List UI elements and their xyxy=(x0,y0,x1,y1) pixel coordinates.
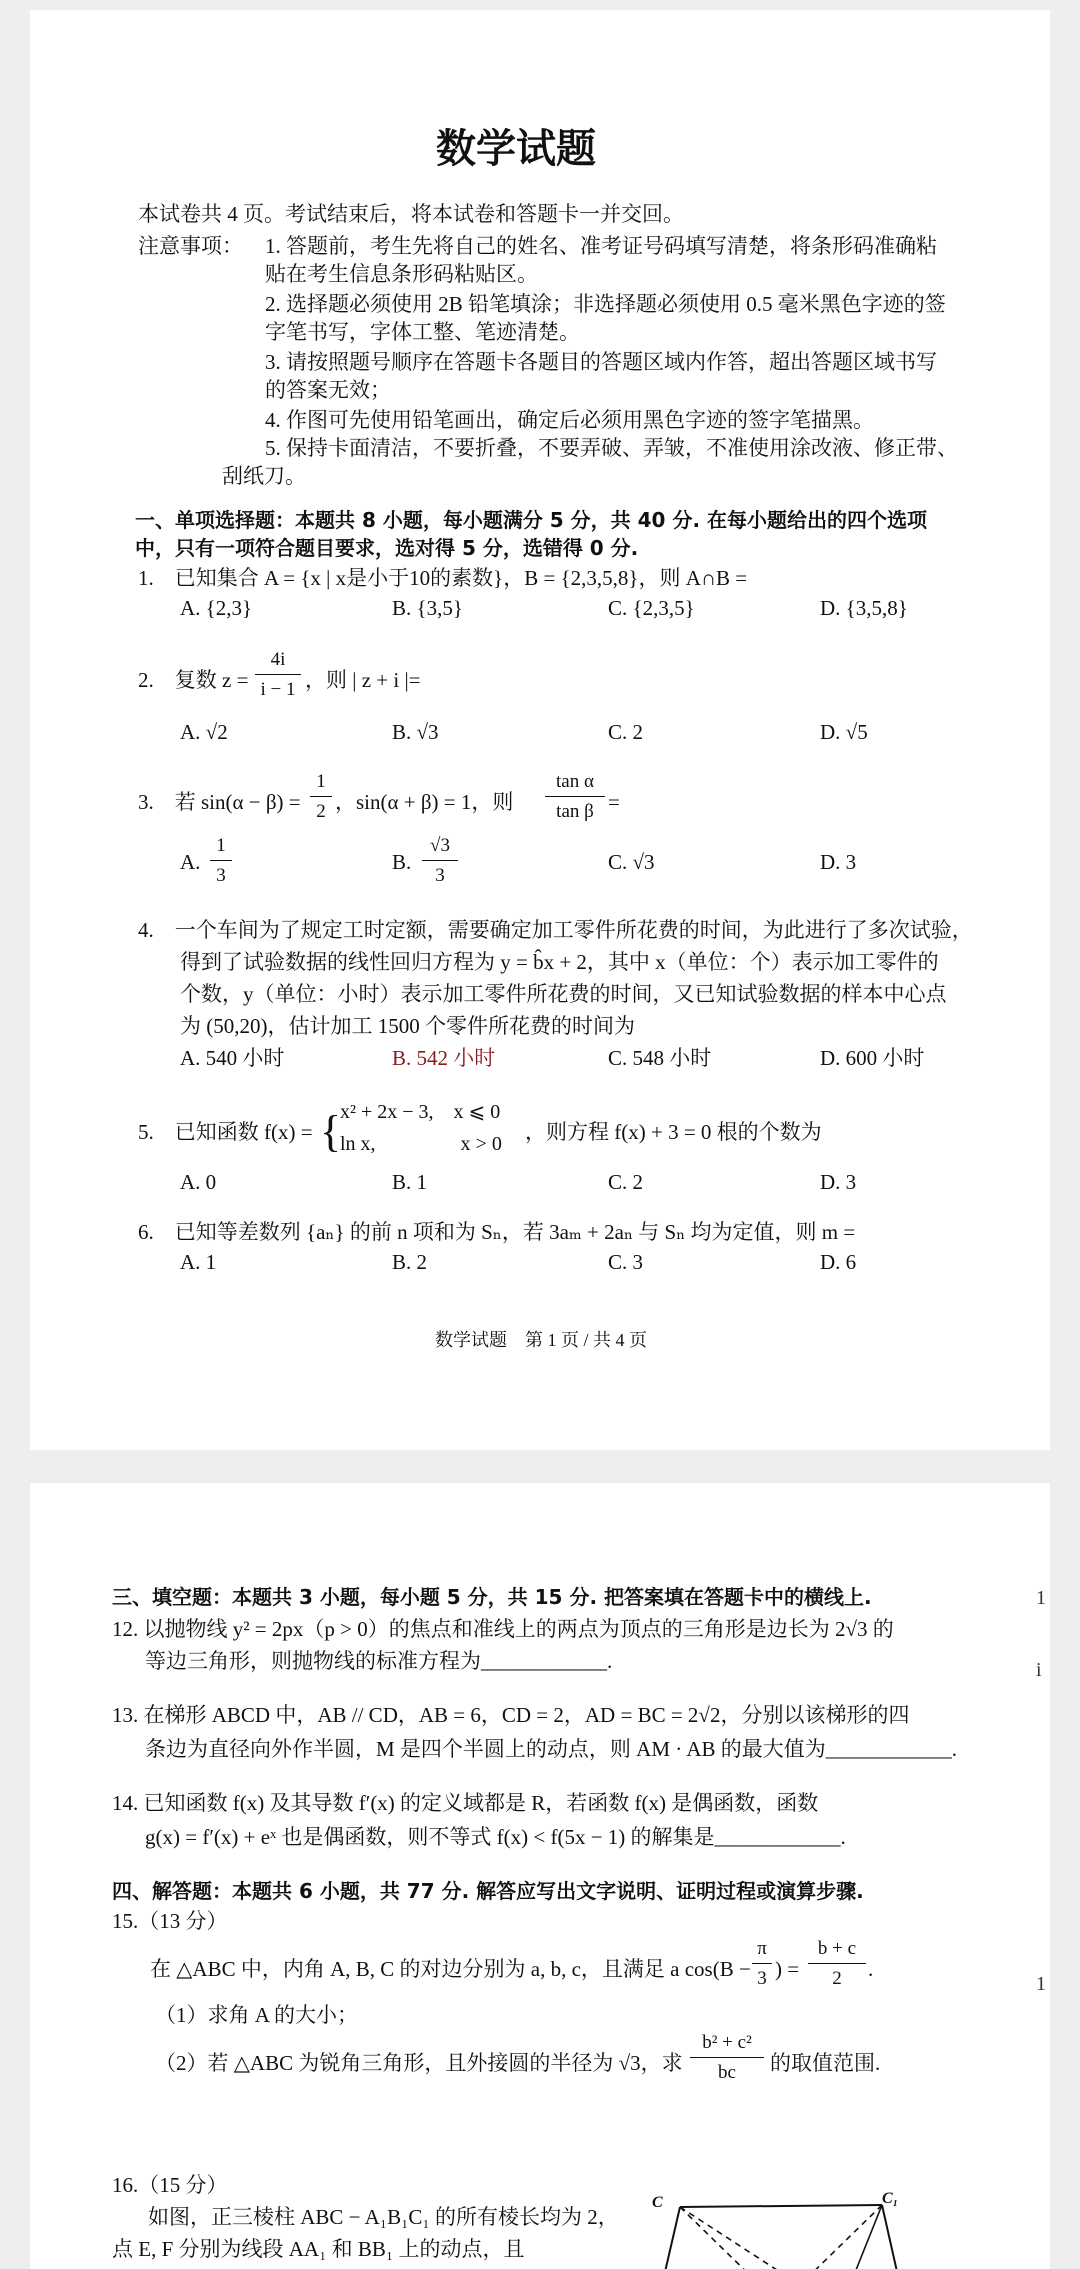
fraction-bar xyxy=(808,1963,866,1964)
question-5-option-d: D. 3 xyxy=(820,1170,857,1194)
question-3-option-a-numerator: 1 xyxy=(216,835,226,856)
question-4-option-d: D. 600 小时 xyxy=(820,1046,925,1070)
question-16-line: 点 E, F 分别为线段 AA₁ 和 BB₁ 上的动点，且 xyxy=(112,2237,525,2261)
question-15-body: 在 △ABC 中，内角 A, B, C 的对边分别为 a, b, c，且满足 a cos(B − xyxy=(150,1957,751,1981)
notice-line: 的答案无效； xyxy=(265,378,391,402)
question-15-pi-denominator: 3 xyxy=(757,1968,767,1989)
question-5-option-b: B. 1 xyxy=(392,1170,428,1194)
question-5-option-c: C. 2 xyxy=(608,1170,644,1194)
question-15-part-2-denominator: bc xyxy=(718,2062,736,2083)
question-5-stem: 5. 已知函数 f(x) = xyxy=(138,1120,313,1144)
question-3-option-a-label: A. xyxy=(180,850,201,874)
notice-line: 5. 保持卡面清洁，不要折叠，不要弄破、弄皱，不准使用涂改液、修正带、 xyxy=(265,436,958,460)
question-4-option-a: A. 540 小时 xyxy=(180,1046,285,1070)
notice-line: 2. 选择题必须使用 2B 铅笔填涂；非选择题必须使用 0.5 毫米黑色字迹的签 xyxy=(265,292,946,316)
notice-label: 注意事项： xyxy=(138,234,243,258)
question-3-option-b-label: B. xyxy=(392,850,412,874)
notice-line: 3. 请按照题号顺序在答题卡各题目的答题区域内作答，超出答题区域书写 xyxy=(265,350,937,374)
exam-page-2 xyxy=(30,1483,1050,2269)
question-3-option-c: C. √3 xyxy=(608,850,655,874)
question-3-stem-post: = xyxy=(608,790,620,814)
figure-label-c1: C₁ xyxy=(882,2190,899,2207)
question-5-option-a: A. 0 xyxy=(180,1170,217,1194)
margin-mark: 1 xyxy=(1036,1973,1046,1995)
question-2-fraction-numerator: 4i xyxy=(270,649,286,670)
question-13-line: 13. 在梯形 ABCD 中，AB // CD，AB = 6，CD = 2，AD = BC = 2√2，分别以该梯形的四 xyxy=(112,1703,910,1727)
question-15-body-mid: ) = xyxy=(775,1957,800,1981)
question-6-option-d: D. 6 xyxy=(820,1250,857,1274)
fraction-bar xyxy=(690,2057,764,2058)
question-4-line: 得到了试验数据的线性回归方程为 y = b̂x + 2，其中 x（单位：个）表示加工零件的 xyxy=(180,950,939,974)
question-15-pi-numerator: π xyxy=(757,1938,767,1959)
figure-label-c: C xyxy=(652,2194,663,2211)
question-3-stem: 3. 若 sin(α − β) = xyxy=(138,790,301,814)
question-1-option-b: B. {3,5} xyxy=(392,596,463,620)
question-14-line: g(x) = f′(x) + eˣ 也是偶函数，则不等式 f(x) < f(5x − 1) 的解集是____________. xyxy=(145,1825,846,1849)
question-1-option-c: C. {2,3,5} xyxy=(608,596,695,620)
notice-line: 字笔书写，字体工整、笔迹清楚。 xyxy=(265,320,580,344)
question-1-stem: 1. 已知集合 A = {x | x是小于10的素数}，B = {2,3,5,8}，则 A∩B = xyxy=(138,566,748,590)
question-15-rhs-denominator: 2 xyxy=(832,1968,842,1989)
question-4-option-c: C. 548 小时 xyxy=(608,1046,712,1070)
question-6-stem: 6. 已知等差数列 {aₙ} 的前 n 项和为 Sₙ，若 3aₘ + 2aₙ 与 Sₙ 均为定值，则 m = xyxy=(138,1220,856,1244)
notice-line: 刮纸刀。 xyxy=(222,464,306,488)
question-2-fraction-denominator: i − 1 xyxy=(260,679,296,700)
question-3-option-a-denominator: 3 xyxy=(216,865,226,886)
question-2-option-c: C. 2 xyxy=(608,720,644,744)
page-footer: 数学试题 第 1 页 / 共 4 页 xyxy=(435,1330,648,1350)
question-6-option-b: B. 2 xyxy=(392,1250,428,1274)
question-3-stem-mid: ，sin(α + β) = 1，则 xyxy=(335,790,514,814)
notice-line: 贴在考生信息条形码粘贴区。 xyxy=(265,262,538,286)
question-5-stem-post: ，则方程 f(x) + 3 = 0 根的个数为 xyxy=(525,1120,822,1144)
fraction-bar xyxy=(210,860,232,861)
intro-text: 本试卷共 4 页。考试结束后，将本试卷和答题卡一并交回。 xyxy=(138,202,684,226)
question-14-line: 14. 已知函数 f(x) 及其导数 f′(x) 的定义域都是 R，若函数 f(x) 是偶函数，函数 xyxy=(112,1791,819,1815)
fraction-bar xyxy=(422,860,458,861)
question-6-option-c: C. 3 xyxy=(608,1250,644,1274)
fraction-bar xyxy=(310,796,332,797)
question-15-part-2: （2）若 △ABC 为锐角三角形，且外接圆的半径为 √3，求 xyxy=(155,2051,683,2075)
question-5-case-1: x² + 2x − 3, x ⩽ 0 xyxy=(340,1101,501,1123)
left-brace: { xyxy=(320,1107,342,1156)
section-4-heading: 四、解答题：本题共 6 小题，共 77 分. 解答应写出文字说明、证明过程或演算步骤. xyxy=(112,1879,864,1903)
question-15-part-1: （1）求角 A 的大小； xyxy=(155,2003,359,2027)
fraction-bar xyxy=(545,796,605,797)
section-1-heading: 中，只有一项符合题目要求，选对得 5 分，选错得 0 分. xyxy=(135,536,639,560)
question-4-option-b: B. 542 小时 xyxy=(392,1046,496,1070)
question-2-option-b: B. √3 xyxy=(392,720,439,744)
question-4-line: 为 (50,20)，估计加工 1500 个零件所花费的时间为 xyxy=(180,1014,635,1038)
question-2-stem: 2. 复数 z = xyxy=(138,668,249,692)
section-3-heading: 三、填空题：本题共 3 小题，每小题 5 分，共 15 分. 把答案填在答题卡中的横线上. xyxy=(112,1585,872,1609)
question-12-line: 等边三角形，则抛物线的标准方程为____________. xyxy=(145,1649,613,1673)
question-2-option-a: A. √2 xyxy=(180,720,228,744)
question-12-line: 12. 以抛物线 y² = 2px（p > 0）的焦点和准线上的两点为顶点的三角形是边长为 2√3 的 xyxy=(112,1617,894,1641)
question-15-part-2-numerator: b² + c² xyxy=(702,2032,752,2053)
question-4-line: 个数，y（单位：小时）表示加工零件所花费的时间，又已知试验数据的样本中心点 xyxy=(180,982,947,1006)
fraction-bar xyxy=(752,1963,772,1964)
question-2-stem-post: ，则 | z + i |= xyxy=(305,668,421,692)
page-title: 数学试题 xyxy=(436,126,596,172)
question-4-line: 4. 一个车间为了规定工时定额，需要确定加工零件所花费的时间，为此进行了多次试验， xyxy=(138,918,973,942)
fraction-bar xyxy=(255,674,301,675)
question-3-option-d: D. 3 xyxy=(820,850,857,874)
question-3-option-b-denominator: 3 xyxy=(435,865,445,886)
question-15-part-2-post: 的取值范围. xyxy=(770,2051,881,2075)
section-1-heading: 一、单项选择题：本题共 8 小题，每小题满分 5 分，共 40 分. 在每小题给出的四个选项 xyxy=(135,508,928,532)
question-1-option-d: D. {3,5,8} xyxy=(820,596,908,620)
question-3-fraction2-numerator: tan α xyxy=(556,771,594,792)
question-13-line: 条边为直径向外作半圆，M 是四个半圆上的动点，则 AM · AB 的最大值为____________. xyxy=(145,1737,958,1761)
question-3-fraction2-denominator: tan β xyxy=(556,801,594,822)
question-2-option-d: D. √5 xyxy=(820,720,868,744)
question-16-line: 如图，正三棱柱 ABC − A₁B₁C₁ 的所有棱长均为 2， xyxy=(148,2205,619,2229)
question-5-case-2: ln x, x > 0 xyxy=(340,1133,502,1155)
margin-mark: i xyxy=(1036,1659,1042,1681)
margin-mark: 1 xyxy=(1036,1587,1046,1609)
question-16-heading: 16.（15 分） xyxy=(112,2173,228,2197)
notice-line: 1. 答题前，考生先将自己的姓名、准考证号码填写清楚，将条形码准确粘 xyxy=(265,234,937,258)
question-15-body-end: . xyxy=(868,1957,874,1981)
question-3-option-b-numerator: √3 xyxy=(430,835,450,856)
question-15-heading: 15.（13 分） xyxy=(112,1909,228,1933)
question-3-fraction1-numerator: 1 xyxy=(316,771,326,792)
prism-figure xyxy=(650,2195,970,2269)
exam-page-1 xyxy=(30,10,1050,1450)
question-1-option-a: A. {2,3} xyxy=(180,596,253,620)
question-3-fraction1-denominator: 2 xyxy=(316,801,326,822)
notice-line: 4. 作图可先使用铅笔画出，确定后必须用黑色字迹的签字笔描黑。 xyxy=(265,408,874,432)
question-6-option-a: A. 1 xyxy=(180,1250,217,1274)
question-15-rhs-numerator: b + c xyxy=(817,1938,857,1959)
